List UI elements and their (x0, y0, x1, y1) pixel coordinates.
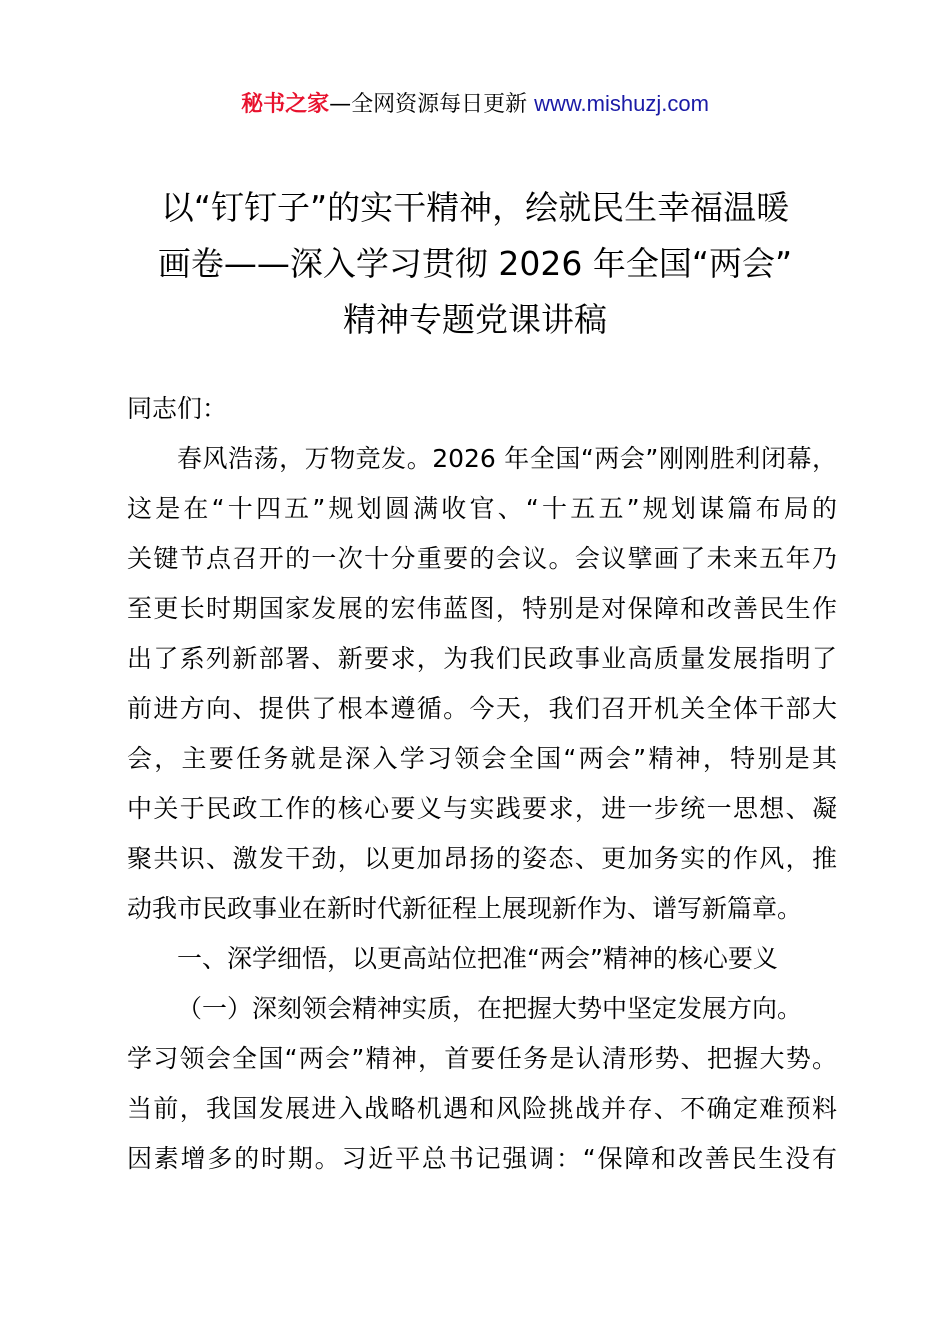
title-line-1: 以“钉钉子”的实干精神，绘就民生幸福温暖 (160, 188, 790, 227)
document-body (127, 384, 837, 1184)
salutation: 同志们： (127, 394, 228, 423)
subsection-1-line-2: 学习领会全国“两会”精神，首要任务是认清形势、把握大势。 (127, 1044, 837, 1073)
section-1-heading: 一、深学细悟，以更高站位把准“两会”精神的核心要义 (177, 944, 778, 973)
paragraph-1-line-10: 动我市民政事业在新时代新征程上展现新作为、谱写新篇章。 (127, 894, 803, 923)
paragraph-1-line-9: 聚共识、激发干劲，以更加昂扬的姿态、更加务实的作风，推 (127, 844, 837, 873)
title-line-3: 精神专题党课讲稿 (343, 300, 607, 339)
subsection-1-line-3: 当前，我国发展进入战略机遇和风险挑战并存、不确定难预料 (127, 1094, 837, 1123)
paragraph-1-line-4: 至更长时期国家发展的宏伟蓝图，特别是对保障和改善民生作 (127, 594, 837, 623)
site-url[interactable]: www.mishuzj.com (534, 91, 709, 116)
header-tagline: —全网资源每日更新 (329, 92, 535, 117)
paragraph-1-line-6: 前进方向、提供了根本遵循。今天，我们召开机关全体干部大 (127, 694, 837, 723)
subsection-1-line-4: 因素增多的时期。习近平总书记强调：“保障和改善民生没有 (127, 1144, 837, 1173)
subsection-1-heading: （一）深刻领会精神实质，在把握大势中坚定发展方向。 (177, 994, 803, 1023)
site-header (0, 88, 950, 121)
paragraph-1-line-3: 关键节点召开的一次十分重要的会议。会议擘画了未来五年乃 (127, 544, 837, 573)
title-line-2: 画卷——深入学习贯彻 2026 年全国“两会” (157, 244, 793, 283)
paragraph-1-line-1: 春风浩荡，万物竞发。2026 年全国“两会”刚刚胜利闭幕， (177, 444, 837, 473)
brand-name: 秘书之家 (241, 92, 330, 117)
paragraph-1-line-8: 中关于民政工作的核心要义与实践要求，进一步统一思想、凝 (127, 794, 837, 823)
paragraph-1-line-5: 出了系列新部署、新要求，为我们民政事业高质量发展指明了 (127, 644, 837, 673)
document-title (90, 180, 860, 348)
paragraph-1-line-2: 这是在“十四五”规划圆满收官、“十五五”规划谋篇布局的 (127, 494, 837, 523)
paragraph-1-line-7: 会，主要任务就是深入学习领会全国“两会”精神，特别是其 (127, 744, 837, 773)
